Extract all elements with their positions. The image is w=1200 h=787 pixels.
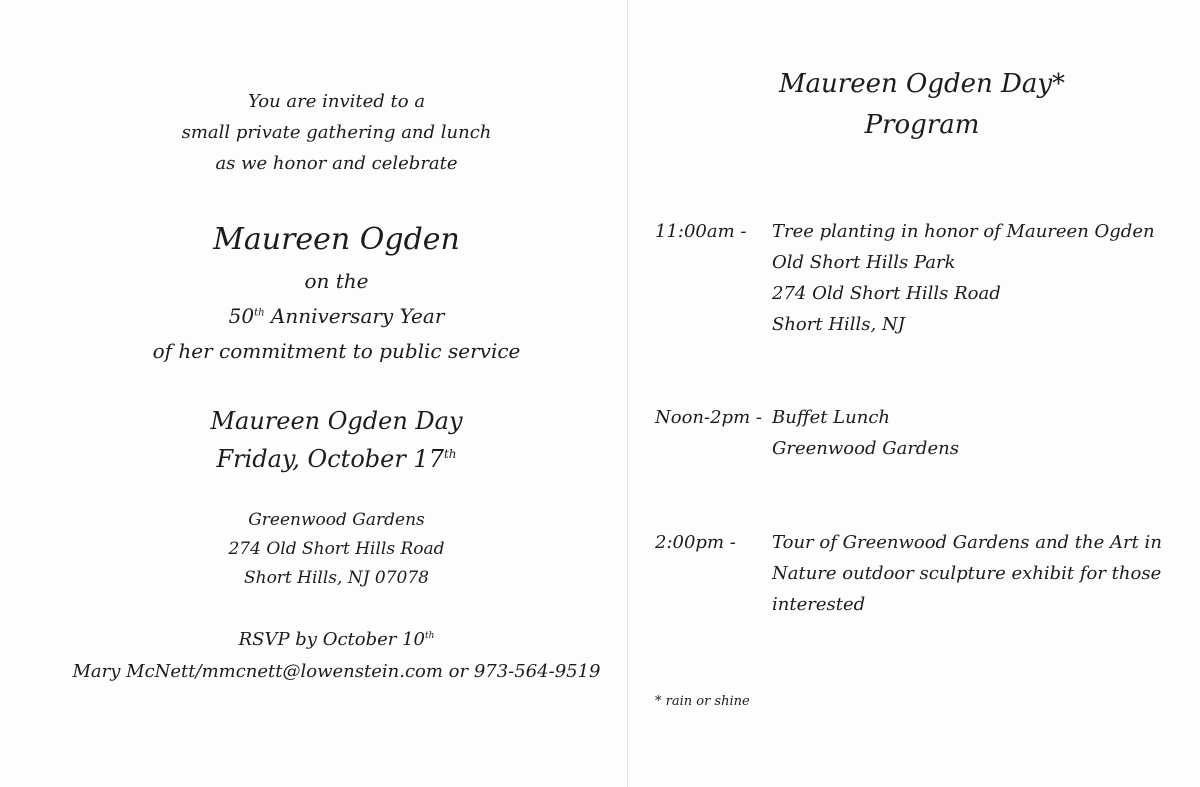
event-time: Noon-2pm - [655, 407, 762, 428]
anniversary-number: 50 [228, 304, 255, 328]
rain-or-shine-footnote: * rain or shine [655, 694, 750, 709]
event-detail-line: Tour of Greenwood Gardens and the Art in [772, 532, 1162, 553]
anniversary-line [0, 299, 673, 334]
date-text: Friday, October 17 [216, 445, 444, 473]
program-title [744, 64, 1100, 146]
date-suffix: th [443, 447, 457, 461]
venue-address [0, 506, 673, 593]
event-day-block [0, 402, 673, 478]
event-time: 2:00pm - [655, 532, 736, 553]
event-time: 11:00am - [655, 221, 747, 242]
program-title-line1: Maureen Ogden Day* [778, 69, 1066, 99]
event-detail-line: interested [772, 594, 866, 615]
invitation-intro [0, 86, 673, 179]
anniversary-suffix: th [254, 307, 265, 319]
program-event [655, 216, 1195, 346]
day-name: Maureen Ogden Day [210, 407, 463, 435]
event-detail-line: Buffet Lunch [772, 407, 890, 428]
intro-line: You are invited to a [247, 91, 426, 112]
program-event [655, 402, 1195, 472]
rsvp-block [0, 624, 673, 688]
on-the-text: on the [304, 269, 369, 293]
event-details [772, 216, 1187, 340]
anniversary-tribute [0, 264, 673, 369]
event-date [0, 440, 673, 478]
event-detail-line: Old Short Hills Park [772, 252, 956, 273]
rsvp-text: RSVP by October 10 [238, 629, 426, 650]
event-details [772, 402, 1187, 464]
honoree-name: Maureen Ogden [213, 222, 460, 257]
rsvp-contact: Mary McNett/mmcnett@lowenstein.com or 973-564-9519 [72, 661, 601, 682]
venue-line: Greenwood Gardens [248, 510, 425, 530]
commitment-text: of her commitment to public service [152, 339, 521, 363]
event-detail-line: Short Hills, NJ [772, 314, 905, 335]
rsvp-suffix: th [425, 631, 435, 641]
anniversary-rest: Anniversary Year [264, 304, 445, 328]
event-detail-line: Greenwood Gardens [772, 438, 959, 459]
event-detail-line: 274 Old Short Hills Road [772, 283, 1001, 304]
intro-line: small private gathering and lunch [181, 122, 492, 143]
event-detail-line: Nature outdoor sculpture exhibit for those [772, 563, 1162, 584]
event-detail-line: Tree planting in honor of Maureen Ogden [772, 221, 1155, 242]
venue-line: Short Hills, NJ 07078 [243, 568, 430, 588]
intro-line: as we honor and celebrate [215, 153, 458, 174]
event-details [772, 527, 1187, 620]
program-event [655, 527, 1195, 627]
venue-line: 274 Old Short Hills Road [228, 539, 445, 559]
rsvp-deadline [0, 624, 673, 656]
program-title-line2: Program [864, 110, 980, 140]
